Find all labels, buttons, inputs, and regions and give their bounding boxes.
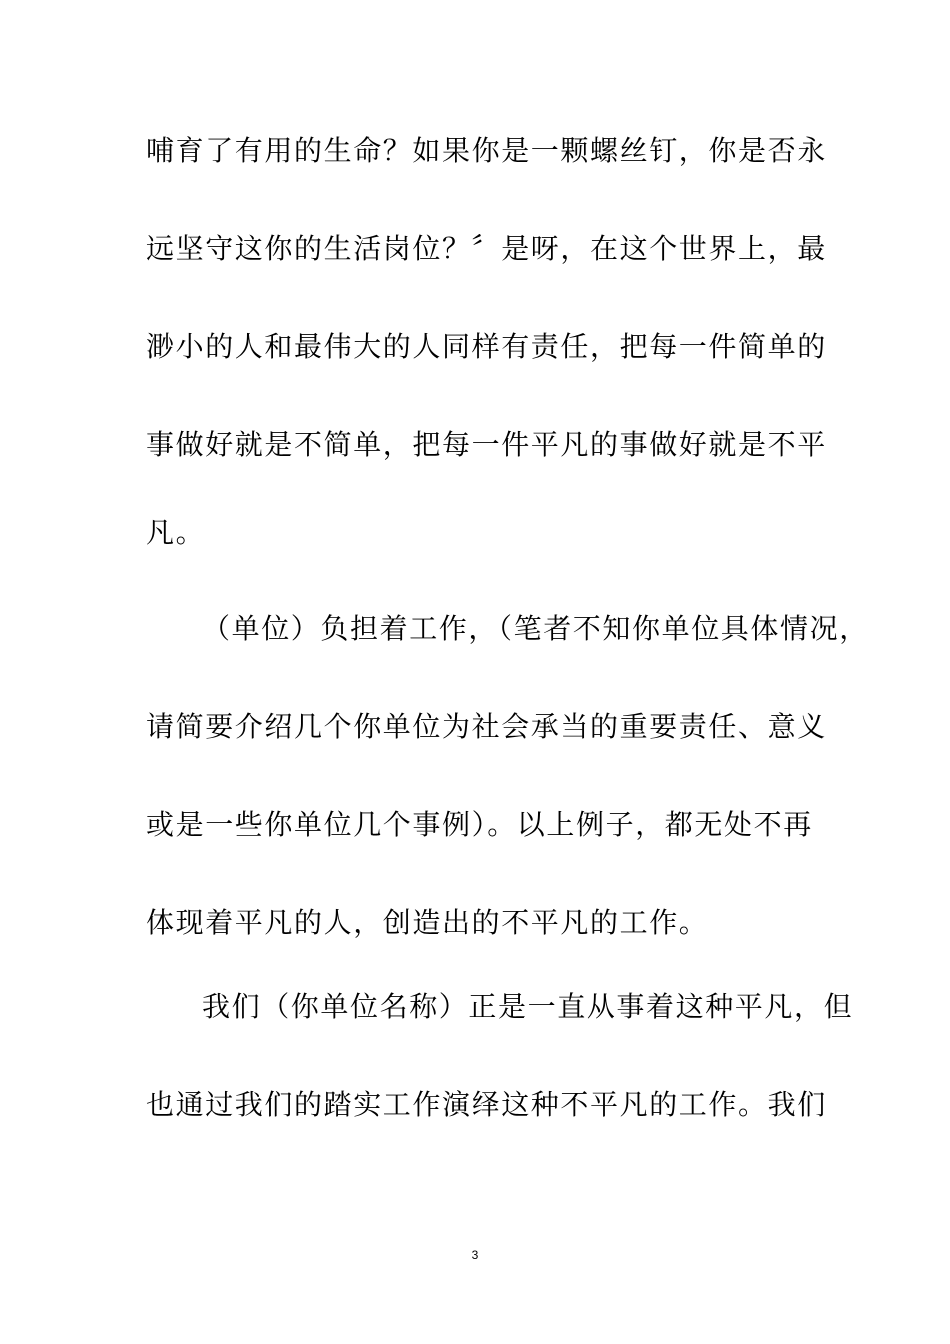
paragraph-line: 凡。 bbox=[146, 516, 206, 549]
paragraph-line: 渺小的人和最伟大的人同样有责任，把每一件简单的 bbox=[146, 330, 827, 363]
paragraph-line: 远坚守这你的生活岗位？〞是呀，在这个世界上，最 bbox=[146, 232, 827, 265]
paragraph-line: （单位）负担着工作，（笔者不知你单位具体情况， bbox=[202, 612, 869, 645]
paragraph-line: 请简要介绍几个你单位为社会承当的重要责任、意义 bbox=[146, 710, 827, 743]
paragraph-line: 哺育了有用的生命？如果你是一颗螺丝钉，你是否永 bbox=[146, 134, 827, 167]
paragraph-line: 或是一些你单位几个事例）。以上例子，都无处不再 bbox=[146, 808, 813, 841]
paragraph-line: 事做好就是不简单，把每一件平凡的事做好就是不平 bbox=[146, 428, 827, 461]
paragraph-line: 体现着平凡的人，创造出的不平凡的工作。 bbox=[146, 906, 709, 939]
paragraph-line: 我们（你单位名称）正是一直从事着这种平凡，但 bbox=[202, 990, 854, 1023]
page-number: 3 bbox=[471, 1248, 479, 1262]
paragraph-line: 也通过我们的踏实工作演绎这种不平凡的工作。我们 bbox=[146, 1088, 827, 1121]
